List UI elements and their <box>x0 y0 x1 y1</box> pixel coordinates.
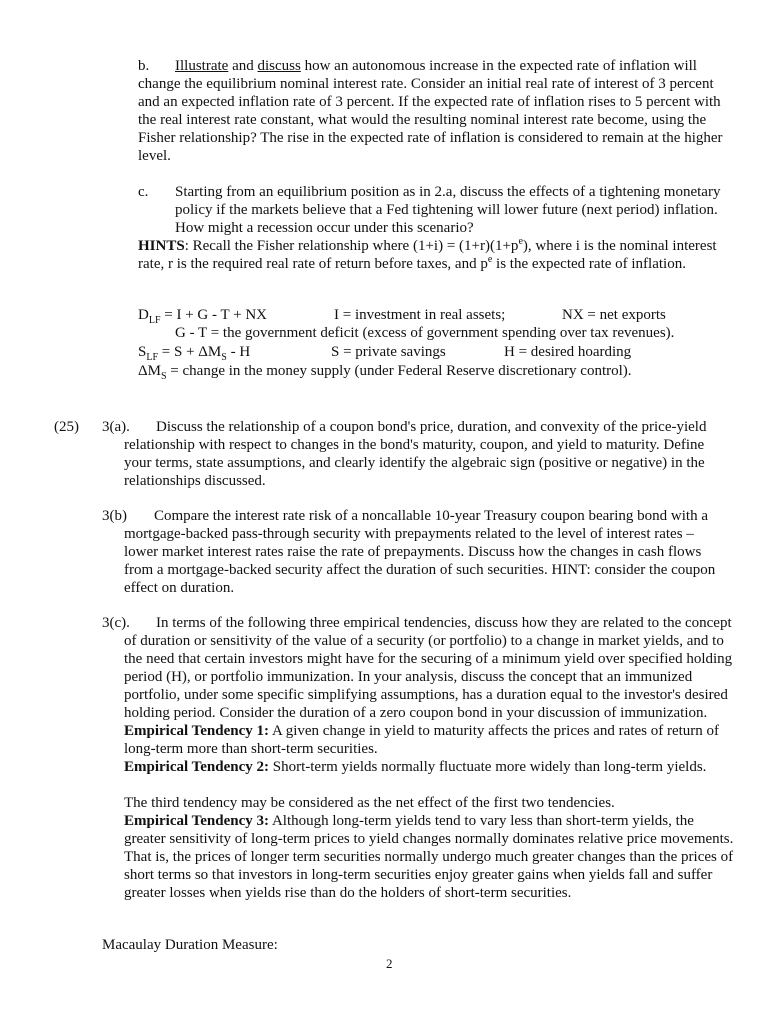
hints-label: HINTS <box>138 238 185 254</box>
empirical-tendency-3: Empirical Tendency 3: Although long-term yields tend to vary less than short-term yields, the greater sensitivity of long-term prices to yield changes normally dominates relative price movements. That is, the prices of longer term securities normally undergo much greater changes than the prices of short terms so that investors in long-term securities enjoy greater gains when yields fall and suffer greater losses when yields rise than do the holders of short-term securities. <box>124 813 734 901</box>
empirical-tendency-2: Empirical Tendency 2: Short-term yields normally fluctuate more widely than long-term yields. <box>124 759 707 775</box>
question-points: (25) <box>54 419 79 435</box>
part-c <box>138 183 728 237</box>
hints: HINTS: Recall the Fisher relationship where $(1+i) = (1+r)(1+p^e)$, where i is the nominal interest rate, r is the required real rate of return before taxes, and $p^e$ is the expected rate of inflation. <box>138 236 717 272</box>
part-c-label: c. <box>138 184 149 200</box>
question-3a-label: 3(a). <box>102 419 130 435</box>
h-definition: H = desired hoarding <box>504 344 632 360</box>
part-b: b. Illustrate and discuss how an autonomous increase in the expected rate of inflation will change the equilibrium nominal interest rate. Consider an initial real rate of interest of 3 percent and an expected inflation rate of 3 percent. If the expected rate of inflation rises to 5 percent with the real interest rate constant, what would the resulting nominal interest rate become, using the Fisher relationship? The rise in the expected rate of inflation is considered to remain at the higher level. <box>138 58 723 164</box>
question-3c-text: In terms of the following three empirical tendencies, discuss how they are related to the concept of duration or sensitivity of the value of a security (or portfolio) to a change in market yields, and to the need that certain investors might have for the securing of a minimum yield over specified holding period (H), or portfolio immunization. In your analysis, discuss the concept that an immunized portfolio, under some specific simplifying assumptions, has a duration equal to the investor's desired holding period. Consider the duration of a zero coupon bond in your discussion of immunization. <box>124 615 733 721</box>
part-c-text: Starting from an equilibrium position as in 2.a, discuss the effects of a tightening monetary policy if the markets believe that a Fed tightening will lower future (next period) inflation. How might a recession occur under this scenario? <box>175 184 721 236</box>
slf-equation: $S_{LF} = S + \Delta M_S - H$ <box>138 344 251 363</box>
part-b-label: b. <box>138 58 150 74</box>
dm-definition: $\Delta M_S$ = change in the money supply (under Federal Reserve discretionary control). <box>138 363 632 382</box>
gt-definition: G - T = the government deficit (excess of government spending over tax revenues). <box>175 325 675 341</box>
empirical-tendency-2-label: Empirical Tendency 2: <box>124 759 270 775</box>
part-b-word-discuss: discuss <box>257 58 301 74</box>
question-3c-label: 3(c). <box>102 615 130 631</box>
question-3c <box>102 614 734 902</box>
empirical-tendency-3-label: Empirical Tendency 3: <box>124 813 270 829</box>
question-3b-label: 3(b) <box>102 508 127 524</box>
question-3b-text: Compare the interest rate risk of a noncallable 10-year Treasury coupon bearing bond with a mortgage-backed pass-through security with prepayments related to the level of interest rates – lower market interest rates raise the rate of prepayments. Discuss how the changes in cash flows from a mortgage-backed security affect the duration of such securities. HINT: consider the coupon effect on duration. <box>124 508 716 596</box>
part-b-text: how an autonomous increase in the expected rate of inflation will change the equilibrium nominal interest rate. Consider an initial real rate of interest of 3 percent and an expected inflation rate of 3 percent. If the expected rate of inflation rises to 5 percent with the real interest rate constant, what would the resulting nominal interest rate become, using the Fisher relationship? The rise in the expected rate of inflation is considered to remain at the higher level. <box>138 58 723 164</box>
equations <box>138 306 738 386</box>
nx-definition: NX = net exports <box>562 307 666 323</box>
empirical-tendency-1: Empirical Tendency 1: A given change in yield to maturity affects the prices and rates of return of long-term more than short-term securities. <box>124 723 720 757</box>
empirical-tendency-1-label: Empirical Tendency 1: <box>124 723 270 739</box>
dlf-equation: $D_{LF} = I + G - T$ + NX <box>138 307 268 326</box>
macaulay-heading: Macaulay Duration Measure: <box>102 937 278 953</box>
question-3a-text: Discuss the relationship of a coupon bond's price, duration, and convexity of the price-yield relationship with respect to changes in the bond's maturity, coupon, and yield to maturity. Define your terms, state assumptions, and clearly identify the algebraic sign (positive or negative) in the relationships discussed. <box>124 419 707 489</box>
part-b-word-illustrate: Illustrate <box>175 58 229 74</box>
i-definition: I = investment in real assets; <box>334 307 506 323</box>
question-3b <box>102 507 730 597</box>
page-number: 2 <box>386 956 393 971</box>
s-definition: S = private savings <box>331 344 446 360</box>
question-3a <box>102 418 730 490</box>
third-tendency-intro: The third tendency may be considered as the net effect of the first two tendencies. <box>124 795 615 811</box>
